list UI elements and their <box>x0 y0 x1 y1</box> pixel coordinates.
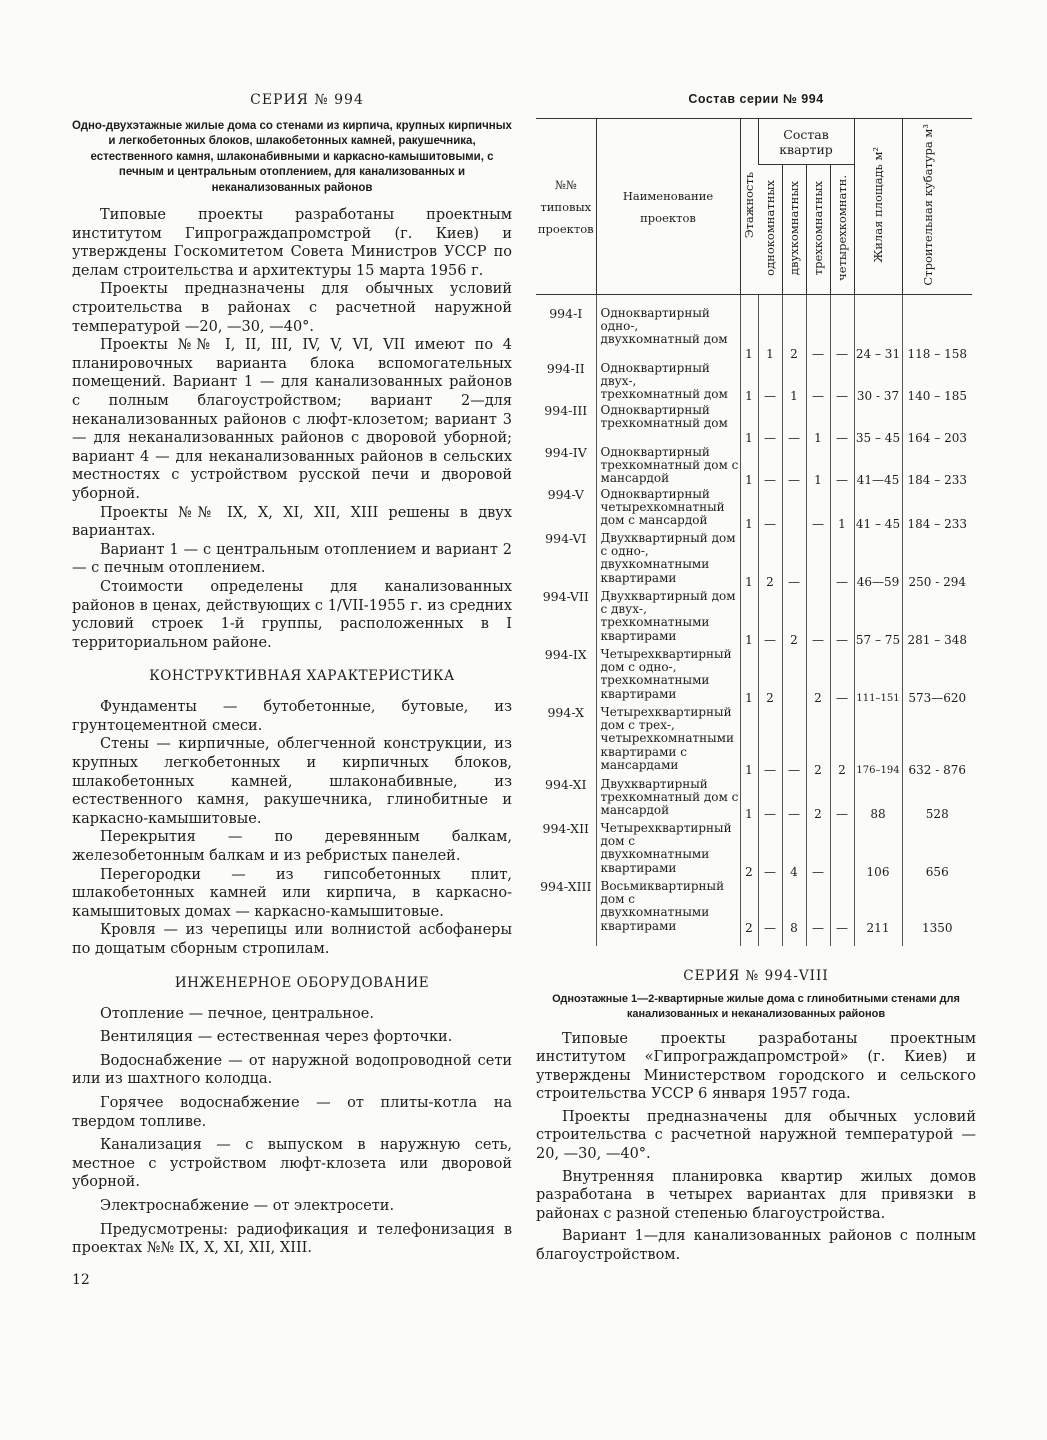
table-row <box>536 880 972 946</box>
series-994-viii-subtitle: Одноэтажные 1—2-квартирные жилые дома с глинобитными стенами для канализованных и неканализованных районов <box>552 992 960 1020</box>
cell-two-room: — <box>782 778 806 822</box>
table-row <box>536 590 972 648</box>
cell-volume: 250 - 294 <box>902 532 972 590</box>
cell-area: 106 <box>854 822 902 880</box>
cell-four-room: — <box>830 590 854 648</box>
cell-area: 88 <box>854 778 902 822</box>
header-composition: Состав квартир <box>758 119 854 165</box>
table-row <box>536 446 972 488</box>
table-row <box>536 404 972 446</box>
cell-area: 35 – 45 <box>854 404 902 446</box>
paragraph: Типовые проекты разработаны проектным институтом Гипрограждапромстрой (г. Киев) и утверждены Госкомитетом Совета Министров УССР по делам строительства и архитектуры 15 марта 1956 г. <box>72 207 512 279</box>
cell-one-room: 2 <box>758 532 782 590</box>
cell-volume: 164 – 203 <box>902 404 972 446</box>
cell-three-room: 1 <box>806 446 830 488</box>
cell-four-room: — <box>830 880 854 946</box>
paragraph: Предусмотрены: радиофикация и телефонизация в проектах №№ IX, X, XI, XII, XIII. <box>72 1221 512 1257</box>
right-column <box>536 92 976 1269</box>
cell-num: 994-I <box>549 305 583 321</box>
table-row <box>536 488 972 532</box>
paragraph: Стоимости определены для канализованных районов в ценах, действующих с 1/VII-1955 г. из средних условий строек 1-й группы, расположенных в I территориальном районе. <box>72 578 512 651</box>
table-row <box>536 307 972 362</box>
cell-area: 211 <box>854 880 902 946</box>
cell-three-room: 2 <box>806 706 830 778</box>
cell-two-room: — <box>782 446 806 488</box>
cell-one-room: — <box>758 880 782 946</box>
cell-two-room: 2 <box>782 307 806 362</box>
cell-num: 994-VII <box>542 588 589 604</box>
cell-two-room: 8 <box>782 880 806 946</box>
cell-three-room: — <box>806 362 830 404</box>
cell-floors: 1 <box>740 648 758 706</box>
series-subtitle: Одно-двухэтажные жилые дома со стенами из кирпича, крупных кирпичных и легкобетонных блоков, шлакобетонных камней, ракушечника, естественного камня, шлаконабивными и каркасно-камышитовыми, с печным и центральным отоплением, для канализованных и неканализованных районов <box>72 120 512 194</box>
header-project-name: Наименование проектов <box>596 119 740 295</box>
cell-name: Одноквартирный трехкомнатный дом с мансардой <box>596 446 740 488</box>
paragraph: Проекты №№ IX, X, XI, XII, XIII решены в двух вариантах. <box>72 504 512 540</box>
cell-num: 994-IX <box>544 646 587 662</box>
cell-volume: 118 – 158 <box>902 307 972 362</box>
paragraph: Кровля — из черепицы или волнистой асбофанеры по дощатым сборным стропилам. <box>72 922 512 957</box>
cell-four-room: 2 <box>830 706 854 778</box>
cell-one-room: — <box>758 488 782 532</box>
cell-area: 57 – 75 <box>854 590 902 648</box>
cell-four-room: — <box>830 532 854 590</box>
cell-three-room: 1 <box>806 404 830 446</box>
paragraph: Горячее водоснабжение — от плиты-котла на твердом топливе. <box>72 1094 512 1130</box>
intro-text <box>72 206 512 652</box>
table-row <box>536 648 972 706</box>
paragraph: Проекты №№ I, II, III, IV, V, VI, VII имеют по 4 планировочных варианта блока вспомогательных помещений. Вариант 1 — для канализованных районов с полным благоустройством; вариант 2—для неканализованных районов с люфт-клозетом; вариант 3 — для неканализованных районов с дворовой уборной; вариант 4 — для неканализованных районов в сельских местностях с устройством русской печи и дворовой уборной. <box>72 337 512 502</box>
cell-four-room: — <box>830 362 854 404</box>
cell-four-room: — <box>830 778 854 822</box>
cell-area: 176–194 <box>854 706 902 778</box>
paragraph: Перекрытия — по деревянным балкам, железобетонным балкам и из ребристых панелей. <box>72 829 512 865</box>
cell-floors: 1 <box>740 778 758 822</box>
engineering-text <box>72 1005 512 1258</box>
cell-num: 994-X <box>547 704 585 720</box>
page-number: 12 <box>72 1272 90 1288</box>
cell-four-room: 1 <box>830 488 854 532</box>
header-project-number: №№ типовых проектов <box>536 119 596 295</box>
series-994-viii-text <box>536 1030 976 1265</box>
cell-num: 994-II <box>546 360 585 376</box>
paragraph: Водоснабжение — от наружной водопроводной сети или из шахтного колодца. <box>72 1052 512 1088</box>
cell-two-room: 4 <box>782 822 806 880</box>
cell-three-room: 2 <box>806 778 830 822</box>
cell-name: Четырехквартирный дом с одно-, трехкомнатными квартирами <box>596 648 740 706</box>
paragraph: Фундаменты — бутобетонные, бутовые, из грунтоцементной смеси. <box>72 699 512 734</box>
cell-volume: 632 - 876 <box>902 706 972 778</box>
header-one-room: однокомнатных <box>758 165 782 295</box>
cell-floors: 1 <box>740 446 758 488</box>
table-title: Состав серии № 994 <box>688 92 824 106</box>
header-two-room: двухкомнатных <box>782 165 806 295</box>
cell-name: Двухквартирный дом с двух-, трехкомнатными квартирами <box>596 590 740 648</box>
cell-four-room: — <box>830 307 854 362</box>
cell-four-room: — <box>830 446 854 488</box>
paragraph: Вариант 1 — с центральным отоплением и вариант 2 — с печным отоплением. <box>72 541 512 577</box>
cell-floors: 1 <box>740 706 758 778</box>
cell-four-room <box>830 822 854 880</box>
cell-floors: 2 <box>740 822 758 880</box>
header-floors: Этажность <box>740 119 758 295</box>
header-living-area: Жилая площадь м² <box>854 119 902 295</box>
cell-three-room: — <box>806 590 830 648</box>
cell-volume: 528 <box>902 778 972 822</box>
cell-name: Четырехквартирный дом с двухкомнатными квартирами <box>596 822 740 880</box>
paragraph: Вентиляция — естественная через форточки. <box>100 1029 453 1046</box>
header-four-room: четырехкомнатн. <box>830 165 854 295</box>
cell-name: Одноквартирный одно-, двухкомнатный дом <box>596 307 740 362</box>
cell-num: 994-IV <box>544 444 587 460</box>
series-title: СЕРИЯ № 994 <box>250 92 364 108</box>
cell-num: 994-XIII <box>540 878 592 894</box>
cell-three-room: — <box>806 880 830 946</box>
cell-area: 24 – 31 <box>854 307 902 362</box>
cell-one-room: 2 <box>758 648 782 706</box>
cell-name: Одноквартирный двух-, трехкомнатный дом <box>596 362 740 404</box>
cell-three-room: — <box>806 822 830 880</box>
cell-two-room <box>782 648 806 706</box>
cell-three-room <box>806 532 830 590</box>
cell-name: Одноквартирный четырехкомнатный дом с мансардой <box>596 488 740 532</box>
cell-two-room <box>782 488 806 532</box>
table-row <box>536 822 972 880</box>
cell-name: Четырехквартирный дом с трех-, четырехкомнатными квартирами с мансардами <box>596 706 740 778</box>
cell-volume: 573—620 <box>902 648 972 706</box>
left-column <box>72 92 512 1263</box>
cell-two-room: 2 <box>782 590 806 648</box>
cell-volume: 281 – 348 <box>902 590 972 648</box>
cell-two-room: — <box>782 706 806 778</box>
series-composition-table <box>536 118 972 946</box>
cell-one-room: — <box>758 706 782 778</box>
cell-area: 41—45 <box>854 446 902 488</box>
paragraph: Канализация — с выпуском в наружную сеть, местное с устройством люфт-клозета или дворовой уборной. <box>72 1137 512 1191</box>
paragraph: Стены — кирпичные, облегченной конструкции, из крупных легкобетонных и кирпичных блоков, шлакобетонных камней, шлаконабивные, из естественного камня, ракушечника, глинобитные и каркасно-камышитовые. <box>72 736 512 827</box>
cell-num: 994-XI <box>545 776 587 792</box>
cell-four-room: — <box>830 648 854 706</box>
cell-volume: 140 – 185 <box>902 362 972 404</box>
cell-num: 994-XII <box>542 820 589 836</box>
paragraph: Перегородки — из гипсобетонных плит, шлакобетонных камней или кирпича, в каркасно-камышитовых домах — каркасно-камышитовые. <box>72 866 512 920</box>
cell-floors: 1 <box>740 532 758 590</box>
cell-one-room: — <box>758 362 782 404</box>
paragraph: Проекты предназначены для обычных условий строительства в районах с расчетной наружной температурой —20, —30, —40°. <box>72 281 512 335</box>
cell-volume: 1350 <box>902 880 972 946</box>
cell-volume: 184 – 233 <box>902 488 972 532</box>
cell-four-room: — <box>830 404 854 446</box>
cell-one-room: — <box>758 778 782 822</box>
cell-one-room: — <box>758 590 782 648</box>
cell-num: 994-V <box>547 486 584 502</box>
paragraph: Проекты предназначены для обычных условий строительства с расчетной наружной температурой —20, —30, —40°. <box>536 1108 976 1163</box>
cell-floors: 1 <box>740 404 758 446</box>
cell-floors: 1 <box>740 590 758 648</box>
cell-two-room: — <box>782 532 806 590</box>
cell-name: Восьмиквартирный дом с двухкомнатными квартирами <box>596 880 740 946</box>
cell-one-room: — <box>758 404 782 446</box>
cell-three-room: 2 <box>806 648 830 706</box>
header-volume: Строительная кубатура м³ <box>902 119 972 295</box>
cell-volume: 184 – 233 <box>902 446 972 488</box>
cell-name: Двухквартирный трехкомнатный дом с мансардой <box>596 778 740 822</box>
paragraph: Электроснабжение — от электросети. <box>100 1197 395 1214</box>
cell-one-room: — <box>758 822 782 880</box>
cell-area: 46—59 <box>854 532 902 590</box>
cell-area: 41 – 45 <box>854 488 902 532</box>
cell-area: 111–151 <box>854 648 902 706</box>
paragraph: Типовые проекты разработаны проектным институтом «Гипрограждапромстрой» (г. Киев) и утверждены Министерством городского и сельского строительства УССР 6 января 1957 года. <box>536 1030 976 1103</box>
cell-floors: 1 <box>740 307 758 362</box>
engineering-heading: ИНЖЕНЕРНОЕ ОБОРУДОВАНИЕ <box>174 974 430 991</box>
header-three-room: трехкомнатных <box>806 165 830 295</box>
cell-name: Двухквартирный дом с одно-, двухкомнатными квартирами <box>596 532 740 590</box>
cell-two-room: 1 <box>782 362 806 404</box>
cell-name: Одноквартирный трехкомнатный дом <box>596 404 740 446</box>
cell-volume: 656 <box>902 822 972 880</box>
table-row <box>536 362 972 404</box>
paragraph: Вариант 1—для канализованных районов с полным благоустройством. <box>536 1228 976 1264</box>
cell-num: 994-III <box>544 402 588 418</box>
construction-heading: КОНСТРУКТИВНАЯ ХАРАКТЕРИСТИКА <box>149 668 455 685</box>
cell-two-room: — <box>782 404 806 446</box>
cell-one-room: — <box>758 446 782 488</box>
series-994-viii-title: СЕРИЯ № 994-VIII <box>683 967 829 984</box>
table-row <box>536 532 972 590</box>
cell-area: 30 - 37 <box>854 362 902 404</box>
cell-num: 994-VI <box>545 530 587 546</box>
cell-one-room: 1 <box>758 307 782 362</box>
cell-floors: 1 <box>740 488 758 532</box>
construction-text <box>72 698 512 958</box>
paragraph: Внутренняя планировка квартир жилых домов разработана в четырех вариантах для привязки в районах с разной степенью благоустройства. <box>536 1168 976 1222</box>
cell-floors: 2 <box>740 880 758 946</box>
cell-three-room: — <box>806 307 830 362</box>
cell-floors: 1 <box>740 362 758 404</box>
table-row <box>536 706 972 778</box>
cell-three-room: — <box>806 488 830 532</box>
paragraph: Отопление — печное, центральное. <box>100 1005 374 1022</box>
table-row <box>536 778 972 822</box>
